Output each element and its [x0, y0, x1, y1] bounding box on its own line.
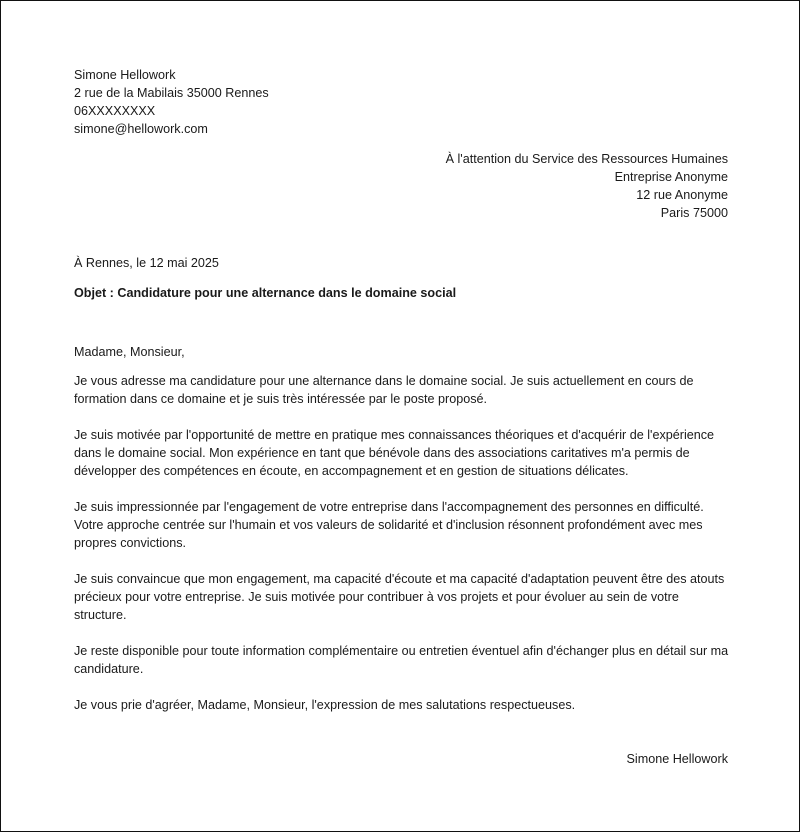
- closing-formula: Je vous prie d'agréer, Madame, Monsieur, l'expression de mes salutations respectueuses.: [74, 698, 576, 712]
- recipient-company: Entreprise Anonyme: [614, 170, 728, 184]
- recipient-street: 12 rue Anonyme: [636, 188, 728, 202]
- letter-salutation: Madame, Monsieur,: [74, 345, 185, 359]
- body-paragraph: Je suis impressionnée par l'engagement de votre entreprise dans l'accompagnement des personnes en difficulté. Votre approche centrée sur l'humain et vos valeurs de solidarité et d'inclusion résonnent profondément avec mes propres convictions.: [74, 500, 704, 550]
- sender-address: 2 rue de la Mabilais 35000 Rennes: [74, 86, 269, 100]
- body-paragraph: Je suis motivée par l'opportunité de mettre en pratique mes connaissances théoriques et d'acquérir de l'expérience dans le domaine social. Mon expérience en tant que bénévole dans des associations caritatives m'a permis de développer des compétences en écoute, en accompagnement et en gestion de situations délicates.: [74, 428, 715, 478]
- signature: Simone Hellowork: [626, 752, 728, 766]
- body-paragraph: Je reste disponible pour toute information complémentaire ou entretien éventuel afin d'échanger plus en détail sur ma candidature.: [74, 644, 729, 676]
- letter-subject: Objet : Candidature pour une alternance dans le domaine social: [74, 286, 457, 300]
- body-paragraph: Je vous adresse ma candidature pour une alternance dans le domaine social. Je suis actuellement en cours de formation dans ce domaine et je suis très intéressée par le poste proposé.: [74, 374, 694, 406]
- sender-email: simone@hellowork.com: [74, 122, 208, 136]
- recipient-block: [446, 150, 728, 222]
- letter-date: À Rennes, le 12 mai 2025: [74, 256, 219, 270]
- sender-block: [74, 66, 269, 138]
- sender-phone: 06XXXXXXXX: [74, 104, 156, 118]
- sender-name: Simone Hellowork: [74, 68, 176, 82]
- recipient-city: Paris 75000: [660, 206, 728, 220]
- letter-body: [74, 372, 734, 732]
- body-paragraph: Je suis convaincue que mon engagement, ma capacité d'écoute et ma capacité d'adaptation peuvent être des atouts précieux pour votre entreprise. Je suis motivée pour contribuer à vos projets et pour évoluer au sein de votre structure.: [74, 572, 725, 622]
- recipient-attention: À l'attention du Service des Ressources Humaines: [445, 152, 728, 166]
